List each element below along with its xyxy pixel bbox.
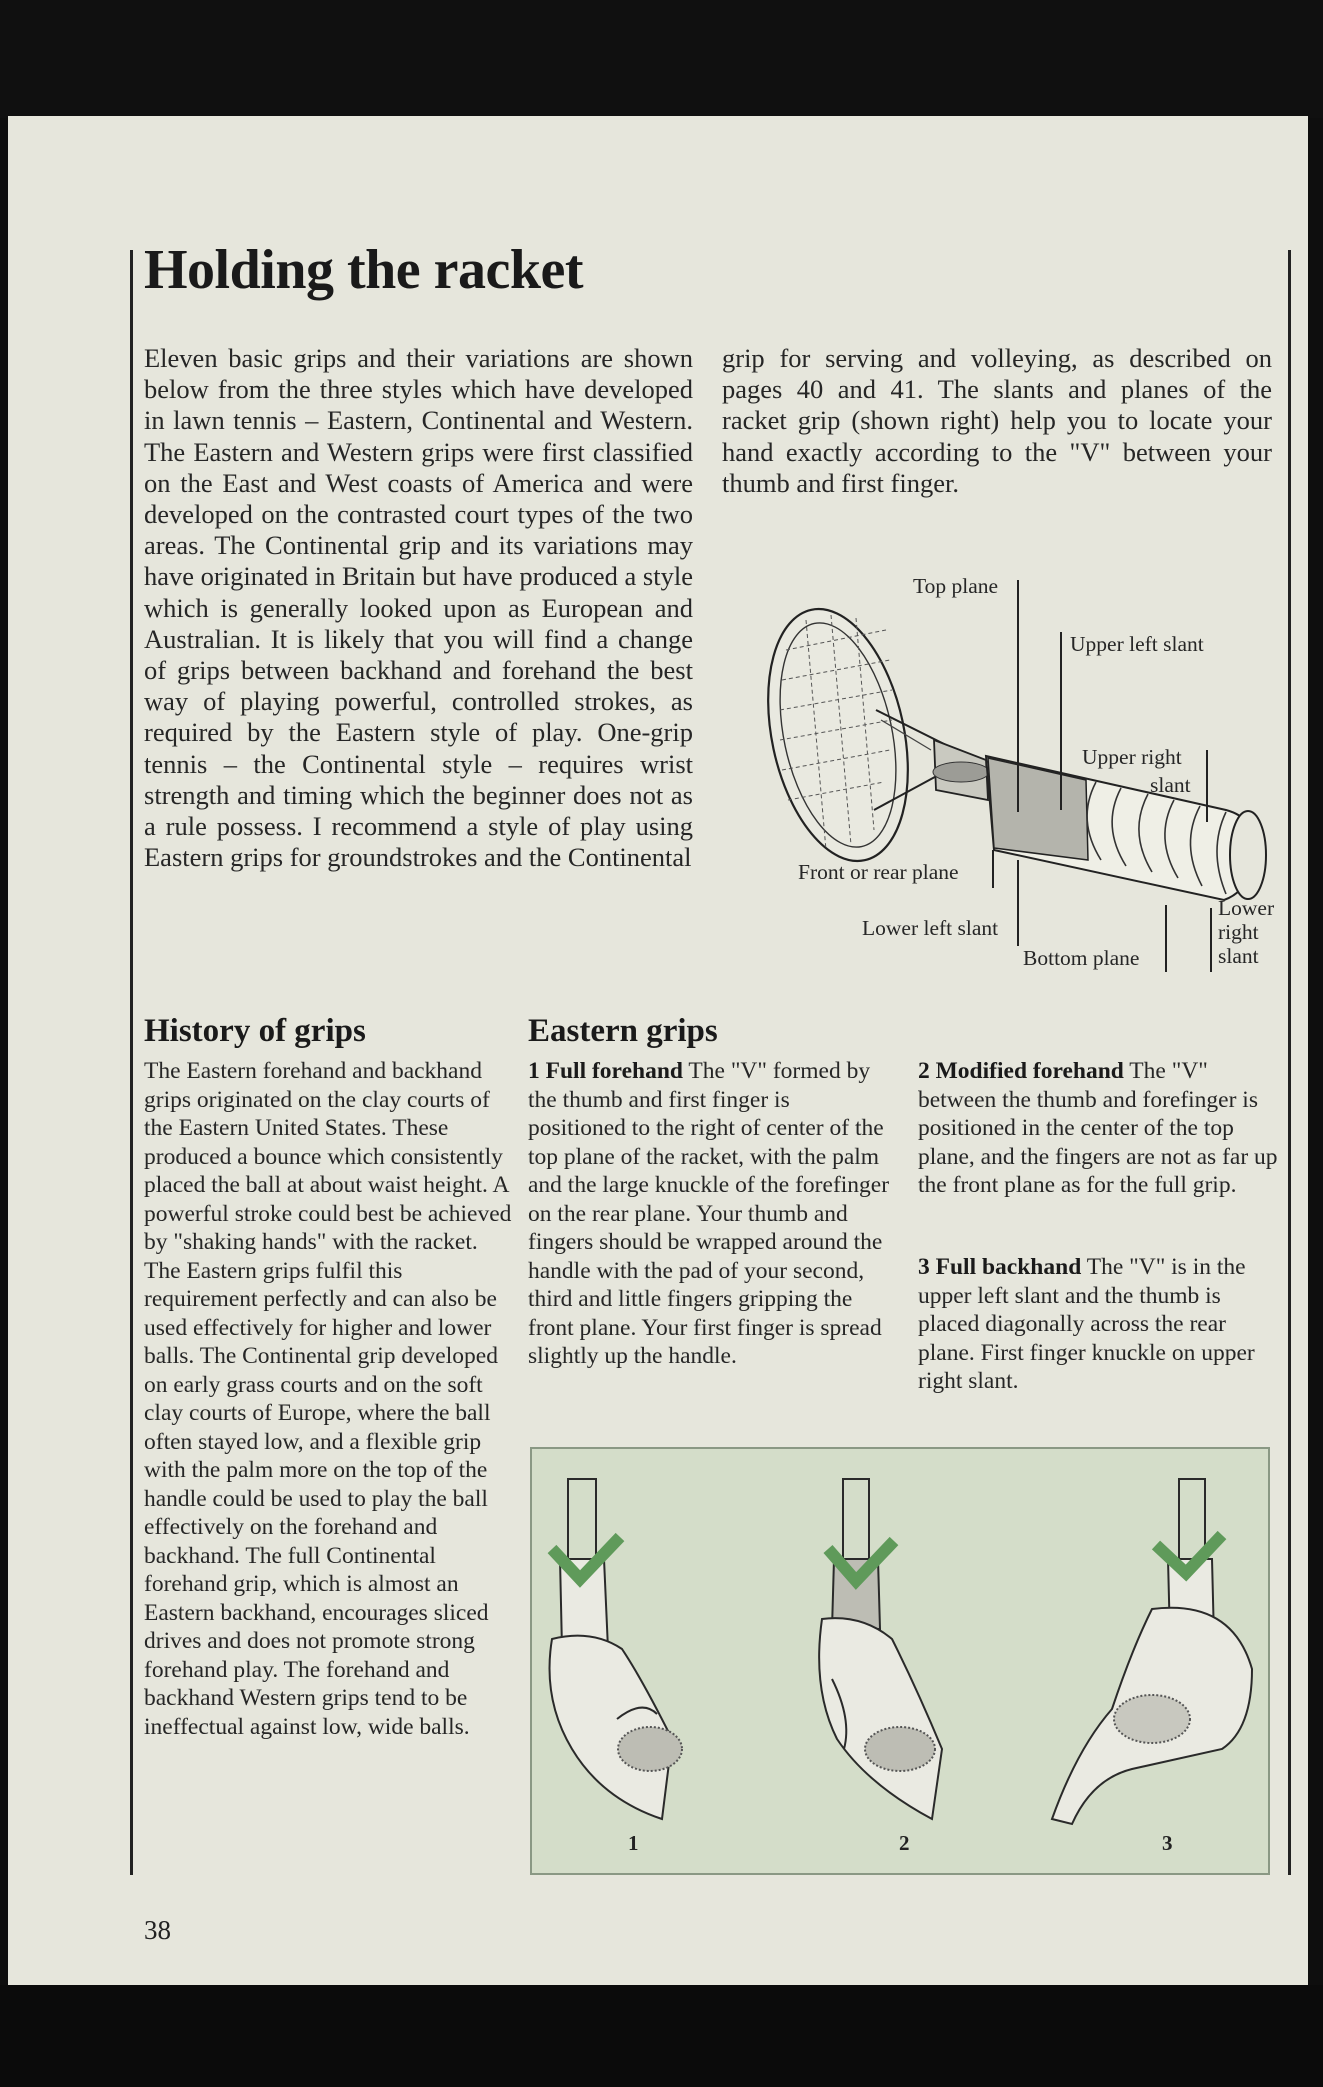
grip-illustration-panel xyxy=(530,1447,1270,1875)
grip-1-text: The "V" formed by the thumb and first finger is positioned to the right of center of the top plane of the racket, with the palm and the large knuckle of the forefinger on the rear plane. Your thumb and fingers should be wrapped around the handle with the pad of your second, third and little fingers gripping the front plane. Your first finger is spread slightly up the handle. xyxy=(528,1058,890,1369)
grip-3-text: The "V" is in the upper left slant and the thumb is placed diagonally across the rear plane. First finger knuckle on upper right slant. xyxy=(918,1254,1255,1394)
grip-1-description xyxy=(528,1057,893,1371)
hands-gripping-rackets-drawing xyxy=(532,1449,1268,1873)
grip-3-title: 3 Full backhand xyxy=(918,1254,1082,1280)
eastern-heading: Eastern grips xyxy=(528,1013,718,1049)
label-upper-right-slant-line1: Upper right xyxy=(1082,745,1182,769)
intro-paragraph-left: Eleven basic grips and their variations are shown below from the three styles which have developed in lawn tennis – Eastern, Continental and Western. The Eastern and Western grips were first classified on the East and West coasts of America and were developed on the contrasted court types of the two areas. The Continental grip and its variations may have originated in Britain but have produced a style which is generally looked upon as European and Australian. It is likely that you will find a change of grips between backhand and forehand the best way of playing powerful, controlled strokes, as required by the Eastern style of play. One-grip tennis – the Continental style – requires wrist strength and timing which the beginner does not as a rule possess. I recommend a style of play using Eastern grips for groundstrokes and the Continental xyxy=(144,343,693,873)
illustration-label-1: 1 xyxy=(628,1831,639,1855)
intro-paragraph-right: grip for serving and volleying, as described on pages 40 and 41. The slants and planes of the racket grip (shown right) help you to locate your hand exactly according to the "V" between your thumb and first finger. xyxy=(722,343,1272,498)
illustration-label-2: 2 xyxy=(899,1831,910,1855)
v-check-marks xyxy=(552,1535,1222,1581)
grip-2-title: 2 Modified forehand xyxy=(918,1058,1124,1084)
label-bottom-plane: Bottom plane xyxy=(1023,946,1140,970)
page-title: Holding the racket xyxy=(144,239,583,301)
label-lower-right-slant-line2: right xyxy=(1218,920,1259,944)
grip-2-text: The "V" between the thumb and forefinger is positioned in the center of the top plane, and the fingers are not as far up the front plane as for the full grip. xyxy=(918,1058,1278,1198)
label-upper-right-slant-line2: slant xyxy=(1150,773,1191,797)
illustration-label-3: 3 xyxy=(1162,1831,1173,1855)
scan-border-top xyxy=(0,0,1323,118)
label-lower-right-slant-line3: slant xyxy=(1218,944,1259,968)
left-margin-rule xyxy=(130,250,133,1875)
grip-3-description xyxy=(918,1253,1278,1396)
history-body: The Eastern forehand and backhand grips originated on the clay courts of the Eastern United States. These produced a bounce which consistently placed the ball at about waist height. A powerful stroke could best be achieved by "shaking hands" with the racket. The Eastern grips fulfil this requirement perfectly and can also be used effectively for higher and lower balls. The Continental grip developed on early grass courts and on the soft clay courts of Europe, where the ball often stayed low, and a flexible grip with the palm more on the top of the handle could be used to play the ball effectively on the forehand and backhand. The full Continental forehand grip, which is almost an Eastern backhand, encourages sliced drives and does not promote strong forehand play. The forehand and backhand Western grips tend to be ineffectual against low, wide balls. xyxy=(144,1058,512,1740)
label-lower-right-slant-line1: Lower xyxy=(1218,896,1275,920)
grip-2-description xyxy=(918,1057,1278,1200)
right-margin-rule xyxy=(1288,250,1291,1875)
racket-handle-drawing xyxy=(756,560,1296,980)
scan-border-bottom xyxy=(0,1985,1323,2087)
label-top-plane: Top plane xyxy=(913,574,999,598)
history-heading: History of grips xyxy=(144,1013,366,1049)
label-lower-left-slant: Lower left slant xyxy=(862,916,999,940)
label-front-rear-plane: Front or rear plane xyxy=(798,860,959,884)
page-number: 38 xyxy=(144,1915,171,1945)
label-upper-left-slant: Upper left slant xyxy=(1070,632,1204,656)
grip-1-title: 1 Full forehand xyxy=(528,1058,683,1084)
racket-grip-diagram xyxy=(756,560,1296,980)
